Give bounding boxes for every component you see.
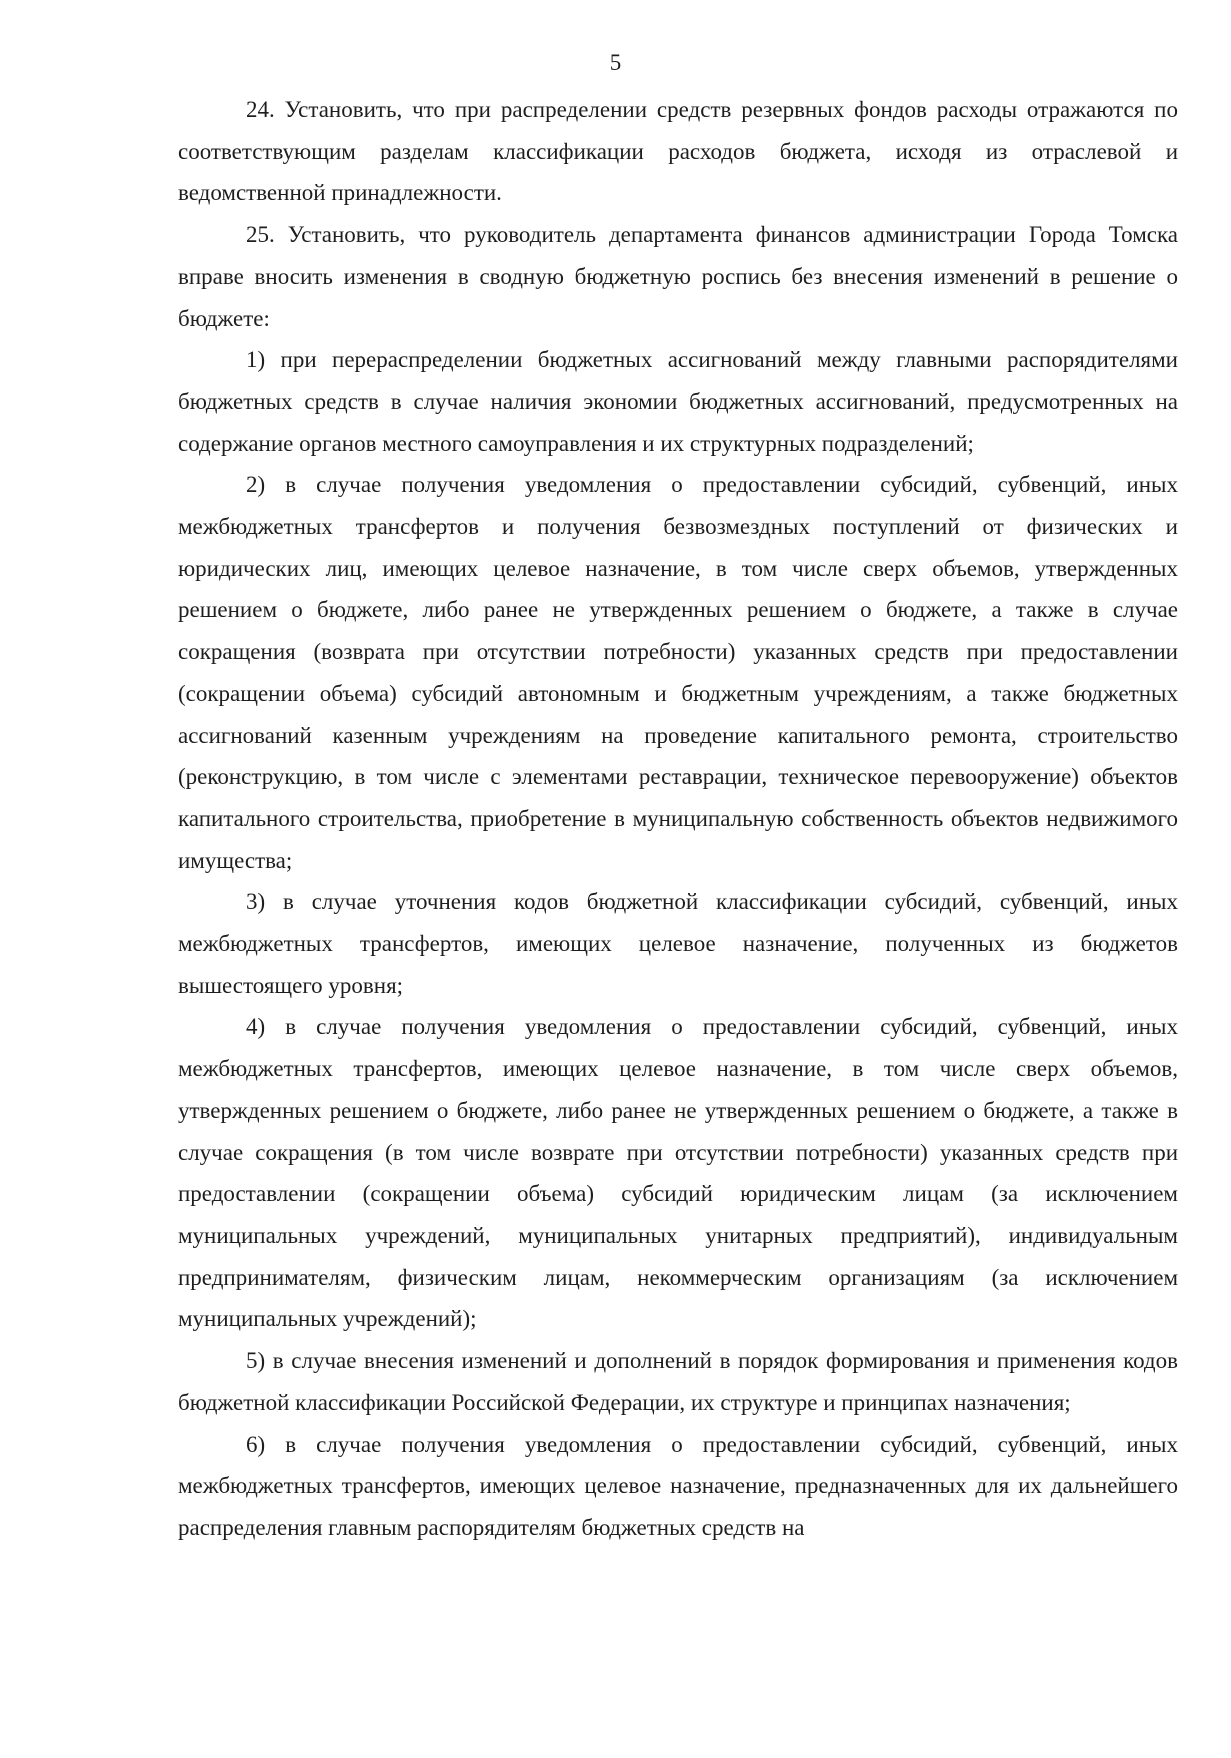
list-item-6: 6) в случае получения уведомления о предоставлении субсидий, субвенций, иных межбюджетных трансфертов, имеющих целевое назначение, предназначенных для их дальнейшего распределения главным распорядителям бюджетных средств на xyxy=(178,1431,1178,1540)
list-item-3: 3) в случае уточнения кодов бюджетной классификации субсидий, субвенций, иных межбюджетных трансфертов, имеющих целевое назначение, полученных из бюджетов вышестоящего уровня; xyxy=(178,889,1178,998)
list-item-5: 5) в случае внесения изменений и дополнений в порядок формирования и применения кодов бюджетной классификации Российской Федерации, их структуре и принципах назначения; xyxy=(178,1348,1178,1415)
document-body xyxy=(178,89,1178,1549)
paragraph-25: 25. Установить, что руководитель департамента финансов администрации Города Томска вправе вносить изменения в сводную бюджетную роспись без внесения изменений в решение о бюджете: xyxy=(178,222,1178,331)
list-item-2: 2) в случае получения уведомления о предоставлении субсидий, субвенций, иных межбюджетных трансфертов и получения безвозмездных поступлений от физических и юридических лиц, имеющих целевое назначение, в том числе сверх объемов, утвержденных решением о бюджете, либо ранее не утвержденных решением о бюджете, а также в случае сокращения (возврата при отсутствии потребности) указанных средств при предоставлении (сокращении объема) субсидий автономным и бюджетным учреждениям, а также бюджетных ассигнований казенным учреждениям на проведение капитального ремонта, строительство (реконструкцию, в том числе с элементами реставрации, техническое перевооружение) объектов капитального строительства, приобретение в муниципальную собственность объектов недвижимого имущества; xyxy=(178,472,1178,873)
list-item-1: 1) при перераспределении бюджетных ассигнований между главными распорядителями бюджетных средств в случае наличия экономии бюджетных ассигнований, предусмотренных на содержание органов местного самоуправления и их структурных подразделений; xyxy=(178,347,1178,456)
list-item-4: 4) в случае получения уведомления о предоставлении субсидий, субвенций, иных межбюджетных трансфертов, имеющих целевое назначение, в том числе сверх объемов, утвержденных решением о бюджете, либо ранее не утвержденных решением о бюджете, а также в случае сокращения (в том числе возврате при отсутствии потребности) указанных средств при предоставлении (сокращении объема) субсидий юридическим лицам (за исключением муниципальных учреждений, муниципальных унитарных предприятий), индивидуальным предпринимателям, физическим лицам, некоммерческим организациям (за исключением муниципальных учреждений); xyxy=(178,1014,1178,1332)
paragraph-24: 24. Установить, что при распределении средств резервных фондов расходы отражаются по соответствующим разделам классификации расходов бюджета, исходя из отраслевой и ведомственной принадлежности. xyxy=(178,97,1178,206)
page-number: 5 xyxy=(609,50,622,75)
